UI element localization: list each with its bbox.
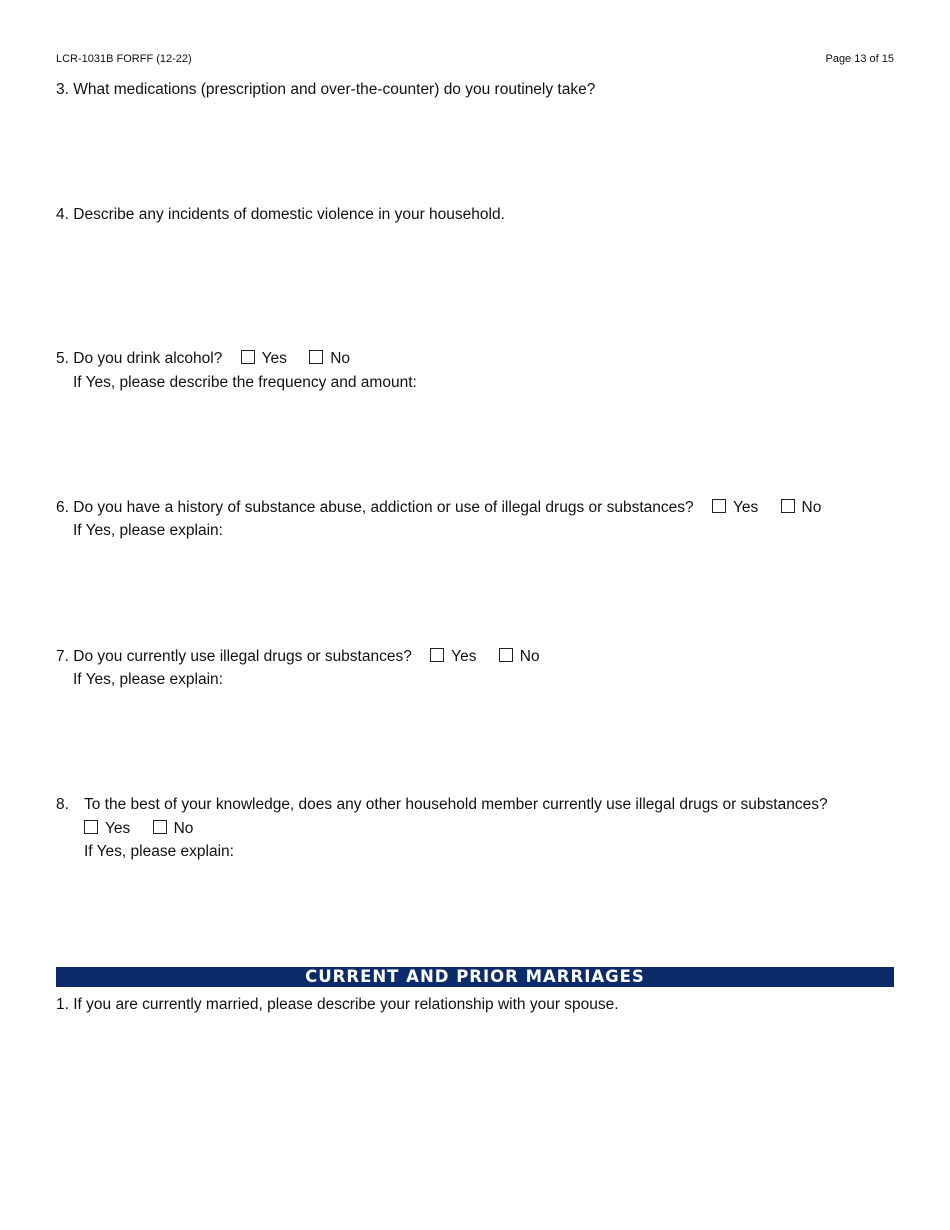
question-7-followup: If Yes, please explain: bbox=[73, 671, 223, 688]
question-number: 5. bbox=[56, 350, 69, 367]
question-8-options bbox=[84, 820, 193, 838]
form-id: LCR-1031B FORFF (12-22) bbox=[56, 53, 192, 65]
question-6-followup: If Yes, please explain: bbox=[73, 522, 223, 539]
question-4 bbox=[56, 206, 505, 224]
question-text: If you are currently married, please describe your relationship with your spouse. bbox=[73, 996, 619, 1013]
question-text: Do you drink alcohol? bbox=[73, 350, 223, 367]
question-text: What medications (prescription and over-the-counter) do you routinely take? bbox=[73, 81, 596, 98]
substance-history-no-checkbox[interactable] bbox=[781, 499, 795, 513]
question-3 bbox=[56, 81, 595, 99]
page-number: Page 13 of 15 bbox=[825, 53, 894, 65]
question-8-text: To the best of your knowledge, does any other household member currently use illegal drugs or substances? bbox=[84, 796, 828, 813]
alcohol-no-checkbox[interactable] bbox=[309, 350, 323, 364]
question-5 bbox=[56, 350, 350, 368]
checkbox-label: No bbox=[519, 648, 540, 665]
checkbox-label: Yes bbox=[451, 648, 477, 665]
question-text: Do you have a history of substance abuse, addiction or use of illegal drugs or substances? bbox=[73, 499, 694, 516]
checkbox-label: Yes bbox=[732, 499, 759, 516]
checkbox-label: No bbox=[330, 350, 351, 367]
question-number: 4. bbox=[56, 206, 69, 223]
checkbox-label: Yes bbox=[261, 350, 287, 367]
current-drug-use-yes-checkbox[interactable] bbox=[430, 648, 444, 662]
question-number: 1. bbox=[56, 996, 69, 1013]
question-8-followup: If Yes, please explain: bbox=[84, 843, 234, 860]
question-5-followup: If Yes, please describe the frequency and amount: bbox=[73, 374, 417, 391]
question-number: 3. bbox=[56, 81, 69, 98]
current-drug-use-no-checkbox[interactable] bbox=[499, 648, 513, 662]
question-6 bbox=[56, 499, 821, 517]
checkbox-label: No bbox=[801, 499, 822, 516]
marriage-question-1 bbox=[56, 996, 619, 1014]
question-number: 6. bbox=[56, 499, 69, 516]
checkbox-label: No bbox=[173, 820, 194, 837]
household-drug-use-no-checkbox[interactable] bbox=[153, 820, 167, 834]
question-text: Describe any incidents of domestic violence in your household. bbox=[73, 206, 505, 223]
question-number: 7. bbox=[56, 648, 69, 665]
question-text: Do you currently use illegal drugs or substances? bbox=[73, 648, 412, 665]
alcohol-yes-checkbox[interactable] bbox=[241, 350, 255, 364]
substance-history-yes-checkbox[interactable] bbox=[712, 499, 726, 513]
question-7 bbox=[56, 648, 540, 666]
question-8-number: 8. bbox=[56, 796, 69, 813]
checkbox-label: Yes bbox=[105, 820, 131, 837]
section-header-marriages: CURRENT AND PRIOR MARRIAGES bbox=[56, 967, 894, 987]
household-drug-use-yes-checkbox[interactable] bbox=[84, 820, 98, 834]
